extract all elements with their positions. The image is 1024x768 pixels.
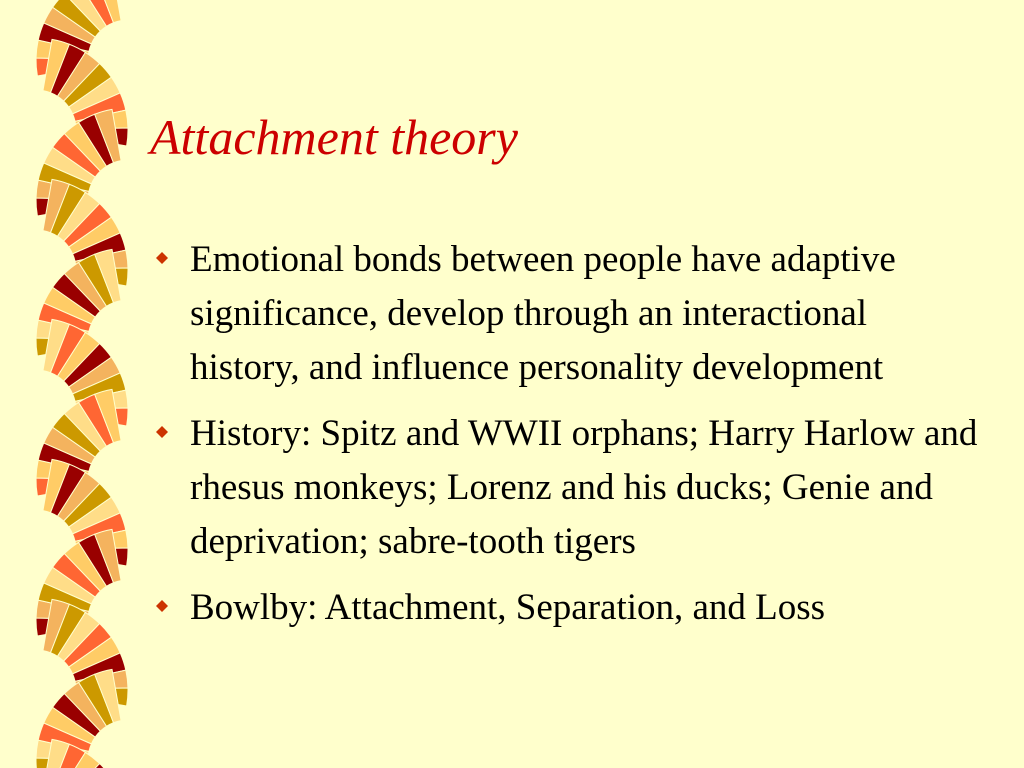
diamond-bullet-icon	[156, 252, 168, 264]
fan-border-decoration	[0, 0, 140, 768]
bullet-list	[150, 233, 980, 647]
bullet-text: Bowlby: Attachment, Separation, and Loss	[190, 587, 826, 628]
bullet-text: Emotional bonds between people have adaptive significance, develop through an interactional history, and influence personality development	[190, 239, 896, 388]
bullet-item	[150, 233, 980, 395]
diamond-bullet-icon	[156, 426, 168, 438]
diamond-bullet-icon	[156, 600, 168, 612]
slide-title: Attachment theory	[150, 109, 518, 165]
bullet-item	[150, 581, 980, 635]
bullet-item	[150, 407, 980, 569]
bullet-text: History: Spitz and WWII orphans; Harry Harlow and rhesus monkeys; Lorenz and his ducks; Genie and deprivation; sabre-tooth tigers	[190, 413, 978, 562]
